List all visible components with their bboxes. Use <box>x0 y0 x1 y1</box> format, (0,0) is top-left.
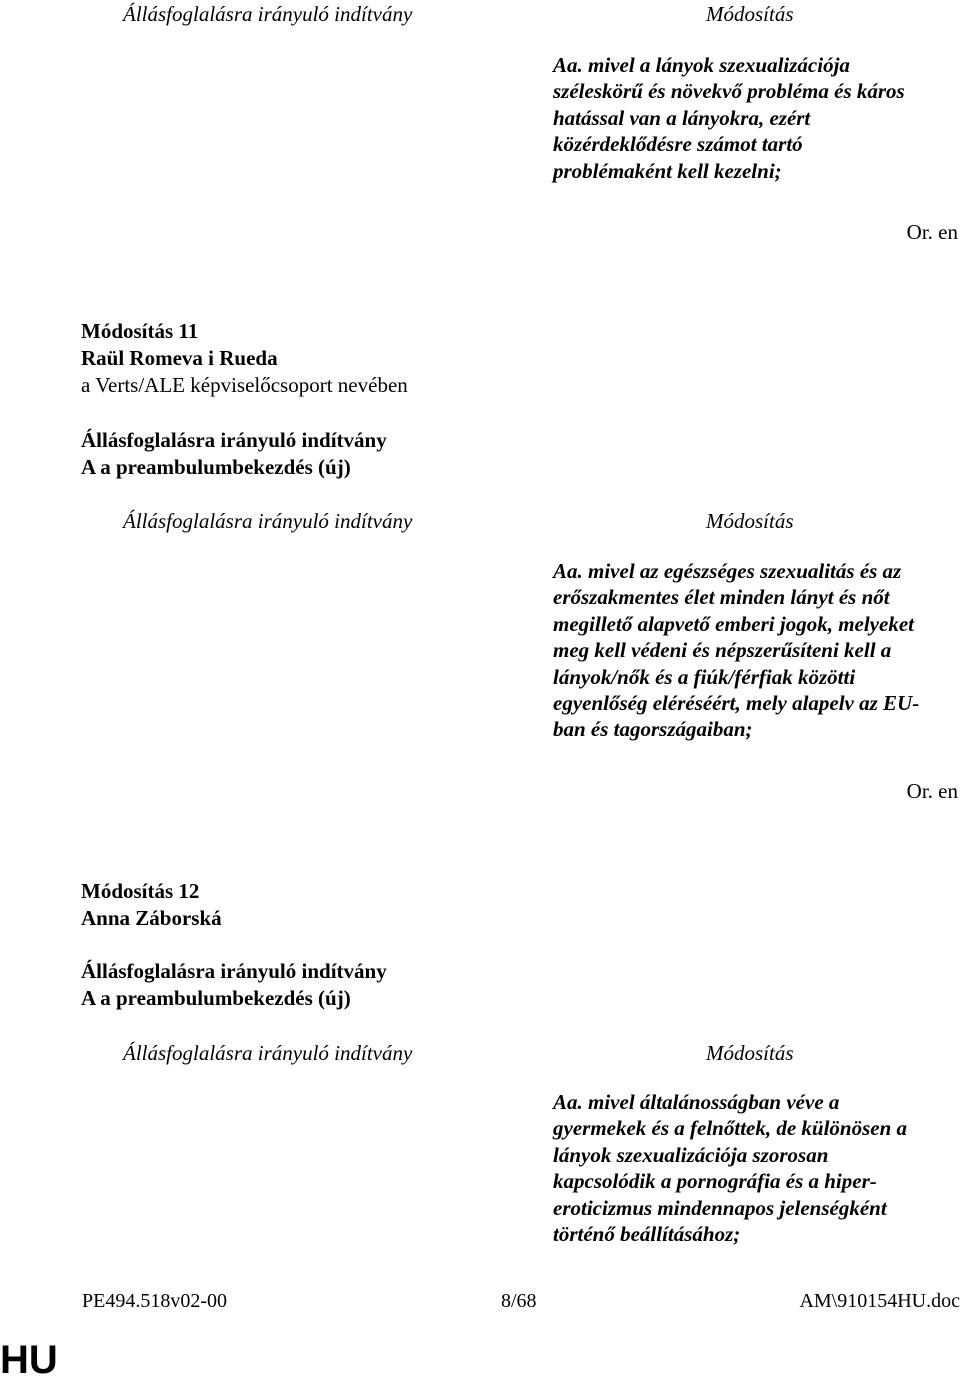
original-language: Or. en <box>906 220 958 244</box>
column-header-motion: Állásfoglalásra irányuló indítvány <box>123 1041 413 1065</box>
document-filename: AM\910154HU.doc <box>799 1290 960 1312</box>
amendment-text: Aa. mivel általánosságban véve a gyermekek és a felnőttek, de különösen a lányok szexualizációja szorosan kapcsolódik a pornográfia és a hiper- eroticizmus mindennapos jelenségként történő beállításához; <box>553 1090 908 1247</box>
document-reference: PE494.518v02-00 <box>82 1290 227 1312</box>
section-reference: A a preambulumbekezdés (új) <box>81 455 351 479</box>
column-header-amendment: Módosítás <box>706 509 794 533</box>
amendment-author: Anna Záborská <box>81 906 222 930</box>
amendment-author: Raül Romeva i Rueda <box>81 346 278 370</box>
column-header-amendment: Módosítás <box>706 2 794 26</box>
column-header-motion: Állásfoglalásra irányuló indítvány <box>123 509 413 533</box>
column-header-motion: Állásfoglalásra irányuló indítvány <box>123 2 413 26</box>
section-reference: A a preambulumbekezdés (új) <box>81 986 351 1010</box>
political-group: a Verts/ALE képviselőcsoport nevében <box>81 373 408 397</box>
document-type: Állásfoglalásra irányuló indítvány <box>81 428 387 452</box>
column-header-amendment: Módosítás <box>706 1041 794 1065</box>
page-number: 8/68 <box>501 1290 537 1312</box>
language-code: HU <box>0 1338 58 1382</box>
amendment-number: Módosítás 11 <box>81 319 199 343</box>
original-language: Or. en <box>906 779 958 803</box>
amendment-text: Aa. mivel az egészséges szexualitás és az erőszakmentes élet minden lányt és nőt megillető alapvető emberi jogok, melyeket meg kell védeni és népszerűsíteni kell a lányok/nők és a fiúk/férfiak közötti egyenlőség eléréséért, mely alapelv az EU- ban és tagországaiban; <box>553 559 920 742</box>
document-type: Állásfoglalásra irányuló indítvány <box>81 959 387 983</box>
amendment-number: Módosítás 12 <box>81 879 200 903</box>
amendment-text: Aa. mivel a lányok szexualizációja széleskörű és növekvő probléma és káros hatással van a lányokra, ezért közérdeklődésre számot tartó problémaként kell kezelni; <box>553 53 905 183</box>
